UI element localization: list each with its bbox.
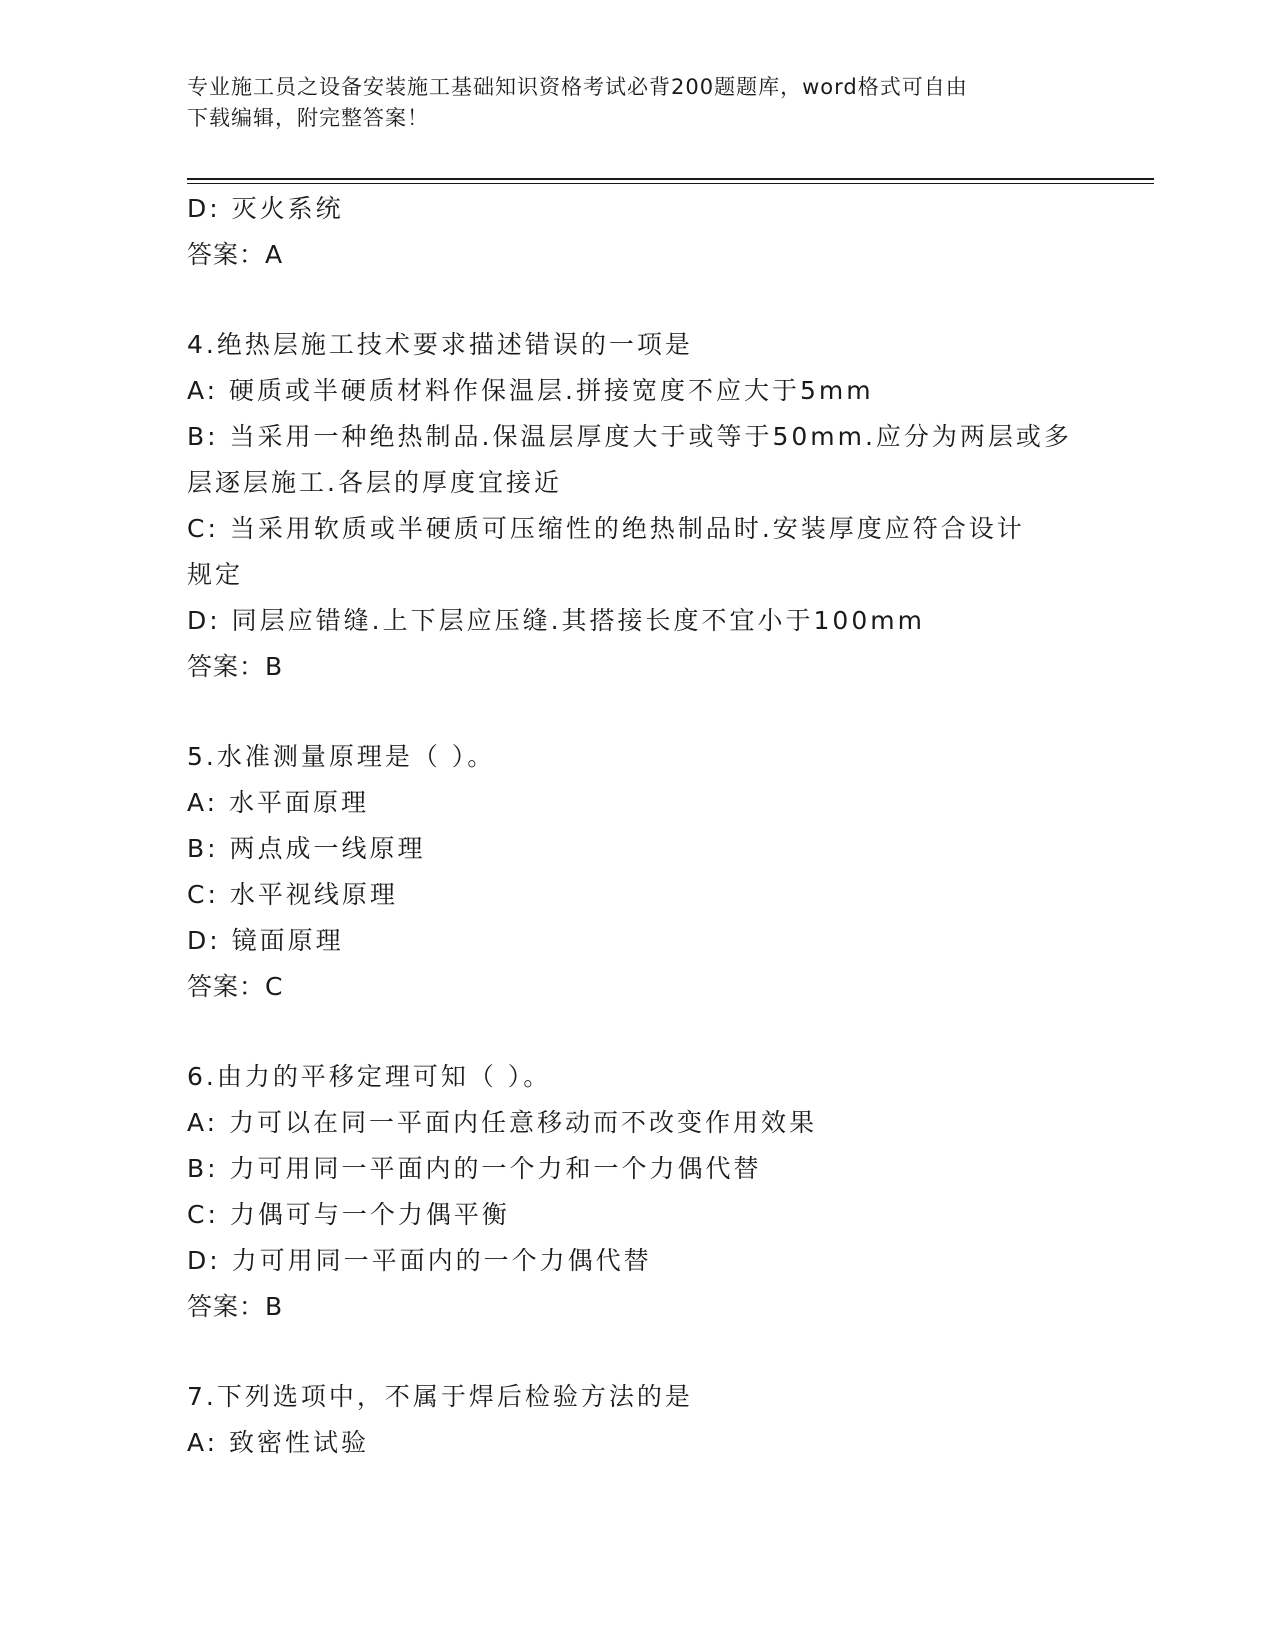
text-line: 5.水准测量原理是（ ）。 bbox=[187, 742, 496, 771]
text-line: B: 当采用一种绝热制品.保温层厚度大于或等于50mm.应分为两层或多 bbox=[187, 422, 1072, 451]
header-line-2: 下载编辑，附完整答案！ bbox=[187, 106, 429, 130]
text-line: B: 两点成一线原理 bbox=[187, 834, 426, 863]
text-line: A: 硬质或半硬质材料作保温层.拼接宽度不应大于5mm bbox=[187, 376, 874, 405]
text-line: A: 致密性试验 bbox=[187, 1428, 370, 1457]
text-line: C: 水平视线原理 bbox=[187, 880, 398, 909]
text-line: B: 力可用同一平面内的一个力和一个力偶代替 bbox=[187, 1154, 762, 1183]
text-line: 7.下列选项中，不属于焊后检验方法的是 bbox=[187, 1382, 693, 1411]
answer-line: 答案：B bbox=[187, 1292, 284, 1321]
text-line: 6.由力的平移定理可知（ ）。 bbox=[187, 1062, 552, 1091]
text-line: A: 力可以在同一平面内任意移动而不改变作用效果 bbox=[187, 1108, 818, 1137]
page-header bbox=[187, 72, 1067, 134]
text-line: A: 水平面原理 bbox=[187, 788, 370, 817]
answer-line: 答案：B bbox=[187, 652, 284, 681]
text-line: D: 灭火系统 bbox=[187, 194, 344, 223]
question-gap bbox=[187, 278, 1087, 322]
question-gap bbox=[187, 690, 1087, 734]
text-line: 层逐层施工.各层的厚度宜接近 bbox=[187, 468, 562, 497]
text-line: D: 同层应错缝.上下层应压缝.其搭接长度不宜小于100mm bbox=[187, 606, 925, 635]
text-line: 规定 bbox=[187, 560, 244, 589]
answer-line: 答案：C bbox=[187, 972, 284, 1001]
question-list bbox=[187, 186, 1087, 1466]
question-gap bbox=[187, 1010, 1087, 1054]
question-gap bbox=[187, 1330, 1087, 1374]
text-line: D: 力可用同一平面内的一个力偶代替 bbox=[187, 1246, 652, 1275]
header-rule-thin bbox=[187, 183, 1154, 184]
header-line-1: 专业施工员之设备安装施工基础知识资格考试必背200题题库，word格式可自由 bbox=[187, 75, 968, 99]
text-line: 4.绝热层施工技术要求描述错误的一项是 bbox=[187, 330, 693, 359]
text-line: C: 当采用软质或半硬质可压缩性的绝热制品时.安装厚度应符合设计 bbox=[187, 514, 1025, 543]
text-line: D: 镜面原理 bbox=[187, 926, 344, 955]
answer-line: 答案：A bbox=[187, 240, 284, 269]
text-line: C: 力偶可与一个力偶平衡 bbox=[187, 1200, 510, 1229]
header-rule-thick bbox=[187, 178, 1154, 180]
